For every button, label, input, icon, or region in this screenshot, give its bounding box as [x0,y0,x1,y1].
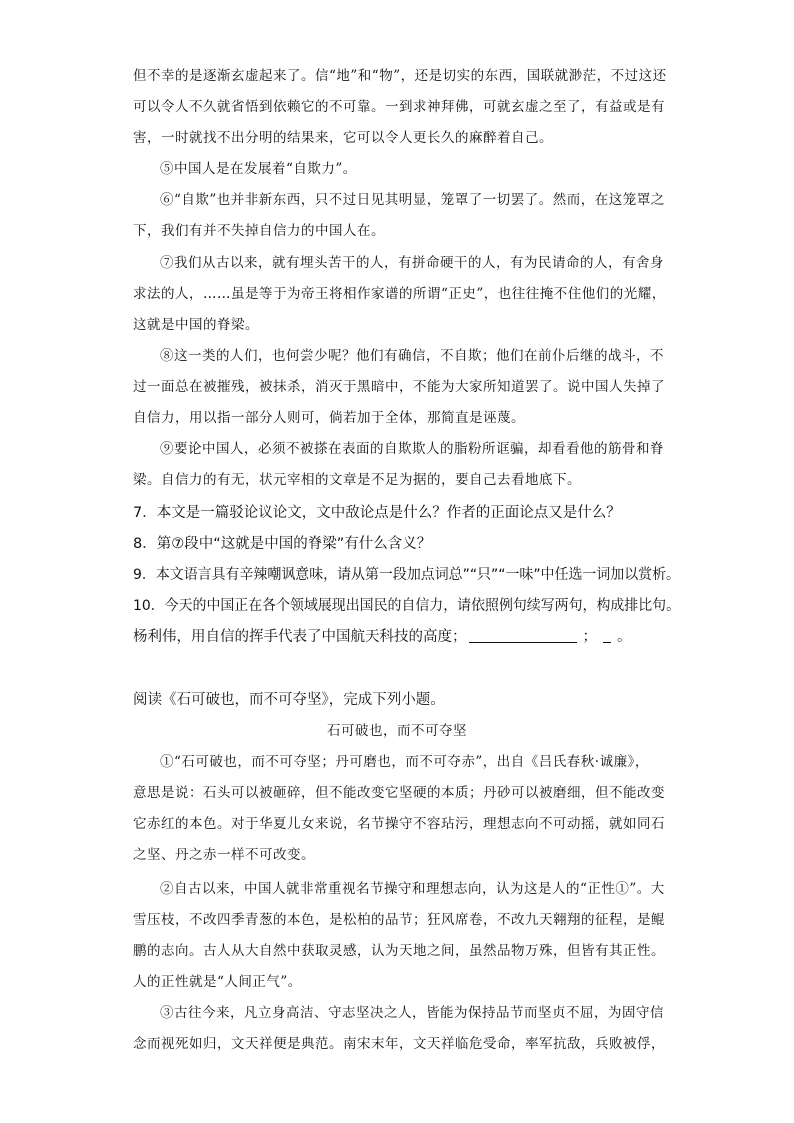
passage-line: ⑥“自欺”也并非新东西，只不过日见其明显，笼罩了一切罢了。然而，在这笼罩之 [160,192,665,208]
passage-line: 这就是中国的脊梁。 [133,317,259,333]
question-8: 8．第⑦段中“这就是中国的脊梁”有什么含义？ [133,536,432,552]
article-line: 雪压枝，不改四季青葱的本色，是松柏的品节；狂风席卷，不改九天翱翔的征程，是鲲 [133,912,665,928]
question-10: 10．今天的中国正在各个领域展现出国民的自信力，请依照例句续写两句，构成排比句。 [133,598,681,614]
passage-line: ⑨要论中国人，必须不被搽在表面的自欺欺人的脂粉所诓骗，却看看他的筋骨和脊 [160,441,664,457]
passage-line: 下，我们有并不失掉自信力的中国人在。 [133,223,385,239]
passage-line: ⑦我们从古以来，就有埋头苦干的人，有拼命硬干的人，有为民请命的人，有舍身 [160,255,664,271]
passage-line: 害，一时就找不出分明的结果来，它可以令人更长久的麻醉着自己。 [133,130,553,146]
section-intro: 阅读《石可破也，而不可夺坚》，完成下列小题。 [133,692,445,708]
answer-blank-short[interactable] [603,628,611,643]
article-line: 鹏的志向。古人从大自然中获取灵感，认为天地之间，虽然品物万殊，但皆有其正性。 [133,943,665,959]
article-line: 它赤红的本色。对于华夏儿女来说，名节操守不容玷污，理想志向不可动摇，就如同石 [133,816,665,832]
article-line: 之坚、丹之赤一样不可改变。 [133,847,315,863]
article-line: 意思是说：石头可以被砸碎，但不能改变它坚硬的本质；丹砂可以被磨细，但不能改变 [133,785,665,801]
passage-line: 梁。自信力的有无，状元宰相的文章是不足为据的，要自己去看地底下。 [133,472,581,488]
passage-line: 过一面总在被摧残，被抹杀，消灭于黑暗中，不能为大家所知道罢了。说中国人失掉了 [133,379,665,395]
question-7: 7．本文是一篇驳论议论文，文中敌论点是什么？作者的正面论点又是什么？ [133,505,621,521]
question-10-example [133,627,632,647]
end-mark: 。 [617,629,632,645]
separator: ； [582,629,597,645]
article-line: 念而视死如归，文天祥便是典范。南宋末年，文天祥临危受命，率军抗敌，兵败被俘， [133,1036,665,1052]
passage-line: 求法的人，……虽是等于为帝王将相作家谱的所谓“正史”，也往往掩不住他们的光耀， [133,286,666,302]
passage-line: ⑧这一类的人们，也何尝少呢？他们有确信，不自欺；他们在前仆后继的战斗，不 [160,348,664,364]
passage-line: 可以令人不久就省悟到依赖它的不可靠。一到求神拜佛，可就玄虚之至了，有益或是有 [133,99,665,115]
article-line: ②自古以来，中国人就非常重视名节操守和理想志向，认为这是人的“正性①”。大 [160,881,665,897]
article-line: ③古往今来，凡立身高洁、守志坚决之人，皆能为保持品节而坚贞不屈，为固守信 [160,1005,664,1021]
article-line: 人的正性就是“人间正气”。 [133,974,302,990]
article-title: 石可破也，而不可夺坚 [327,723,467,739]
answer-blank[interactable] [469,628,577,643]
passage-line: 但不幸的是逐渐玄虚起来了。信“地”和“物”，还是切实的东西，国联就渺茫，不过这还 [133,68,667,84]
question-9: 9．本文语言具有辛辣嘲讽意味，请从第一段加点词总”“只”“一味”中任选一词加以赏析。 [133,567,681,583]
passage-line: ⑤中国人是在发展着“自欺力”。 [160,161,357,177]
article-line: ①“石可破也，而不可夺坚；丹可磨也，而不可夺赤”，出自《吕氏春秋·诚廉》， [160,754,649,770]
passage-line: 自信力，用以指一部分人则可，倘若加于全体，那简直是诬蔑。 [133,410,525,426]
example-sentence: 杨利伟，用自信的挥手代表了中国航天科技的高度； [133,629,467,645]
